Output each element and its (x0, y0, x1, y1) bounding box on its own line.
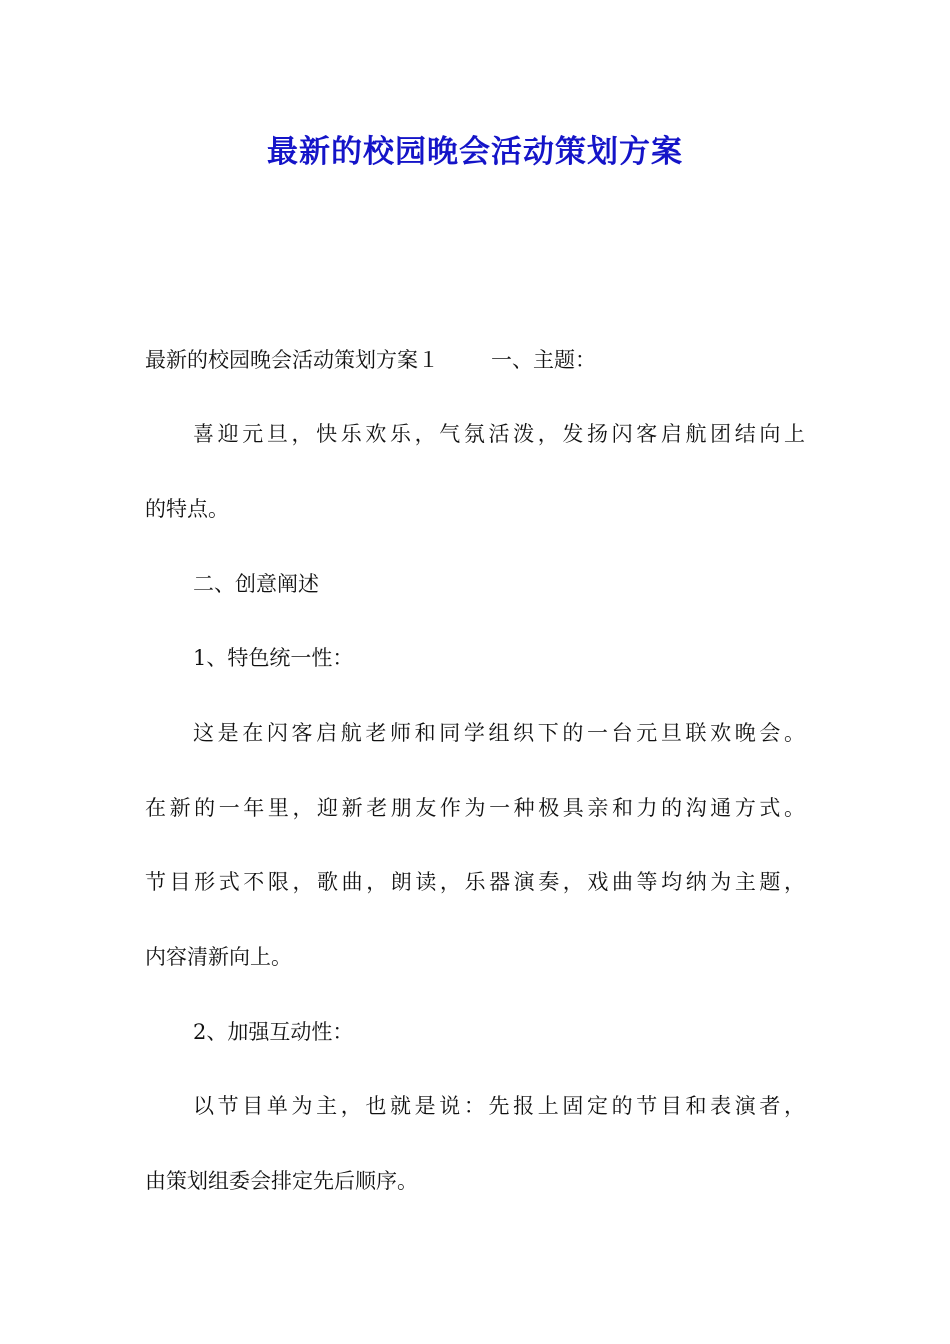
paragraph-line: 的特点。 (145, 497, 229, 521)
section-heading-plan: 最新的校园晚会活动策划方案１ (145, 348, 439, 372)
paragraph-line: 在新的一年里，迎新老朋友作为一种极具亲和力的沟通方式。 (145, 796, 805, 820)
paragraph-line: 这是在闪客启航老师和同学组织下的一台元旦联欢晚会。 (193, 721, 805, 745)
section-heading-creative: 二、创意阐述 (193, 572, 319, 596)
section-heading-theme: 一、主题： (491, 348, 596, 372)
paragraph-line: 由策划组委会排定先后顺序。 (145, 1169, 418, 1193)
subsection-heading-interactivity: 2、加强互动性： (193, 1020, 354, 1044)
paragraph-line: 内容清新向上。 (145, 945, 292, 969)
paragraph-line (145, 345, 596, 375)
subsection-heading-consistency: 1、特色统一性： (193, 646, 354, 670)
paragraph-line: 喜迎元旦，快乐欢乐，气氛活泼，发扬闪客启航团结向上 (193, 422, 805, 446)
paragraph-line: 以节目单为主，也就是说：先报上固定的节目和表演者， (193, 1094, 805, 1118)
paragraph-line: 节目形式不限，歌曲，朗读，乐器演奏，戏曲等均纳为主题， (145, 870, 805, 894)
document-title: 最新的校园晚会活动策划方案 (267, 134, 683, 170)
